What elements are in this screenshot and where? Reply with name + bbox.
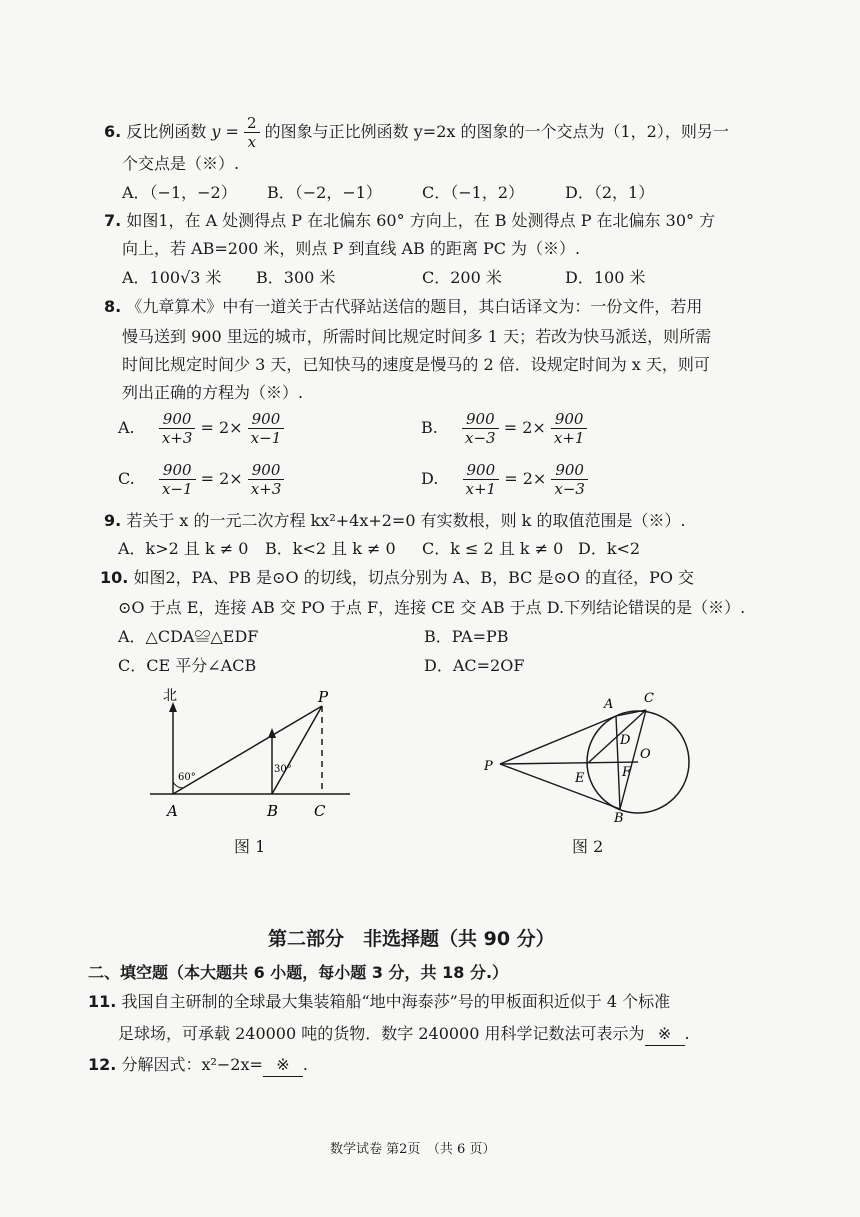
q9-option-b: B．k<2 且 k ≠ 0 (265, 539, 396, 558)
q8-option-d (421, 461, 588, 498)
equals-sign: = 2× (503, 418, 546, 437)
q10-option-c: C．CE 平分∠ACB (118, 656, 257, 675)
q6-fraction (244, 114, 260, 151)
tangent-pb (500, 764, 620, 809)
equals-sign: = 2× (200, 418, 243, 437)
option-label: C. (118, 469, 135, 488)
point-p-label: P (484, 759, 493, 774)
frac-denominator: x+3 (248, 479, 285, 498)
q6-y-eq: y = (211, 122, 239, 141)
q8-option-a (118, 410, 284, 447)
q7-text1: 如图1，在 A 处测得点 P 在北偏东 60° 方向上，在 B 处测得点 P 在北偏东 30° 方 (126, 211, 716, 230)
frac-numerator: 2 (247, 114, 257, 132)
point-o-label: O (640, 747, 651, 762)
q9-text1: 若关于 x 的一元二次方程 kx²+4x+2=0 有实数根，则 k 的取值范围是（※）. (126, 511, 686, 530)
q6-option-c: C．（−1，2） (422, 183, 525, 202)
q12-text: 分解因式：x²−2x= (121, 1055, 263, 1074)
q8-text1: 《九章算术》中有一道关于古代驿站送信的题目，其白话译文为：一份文件，若用 (126, 297, 703, 316)
q8-line2: 慢马送到 900 里远的城市，所需时间比规定时间多 1 天；若改为快马派送，则所需 (122, 327, 712, 346)
frac-denominator: x+1 (551, 428, 588, 447)
q7-option-a: A．100√3 米 (122, 268, 222, 287)
q10-text1: 如图2，PA、PB 是⊙O 的切线，切点分别为 A、B，BC 是⊙O 的直径，PO 交 (133, 568, 695, 587)
q9-line1 (104, 510, 686, 532)
frac-2 (248, 410, 285, 447)
point-p-label: P (318, 688, 329, 706)
frac-2 (551, 410, 588, 447)
point-a-label: A (604, 697, 614, 712)
north-label: 北 (163, 688, 177, 704)
frac-numerator: 900 (251, 410, 281, 428)
point-d-label: D (620, 733, 631, 748)
q10-option-b: B．PA=PB (424, 627, 509, 646)
frac-denominator: x (244, 132, 260, 151)
q8-option-c (118, 461, 284, 498)
frac-denominator: x−3 (551, 479, 588, 498)
option-label: B. (421, 418, 438, 437)
q10-line2: ⊙O 于点 E，连接 AB 交 PO 于点 F，连接 CE 交 AB 于点 D.下列结论错误的是（※）. (118, 598, 746, 617)
equals-sign: = 2× (504, 469, 547, 488)
q7-option-b: B．300 米 (256, 268, 336, 287)
figure-2-diagram (476, 686, 746, 828)
q10-option-a: A．△CDA≌△EDF (118, 627, 259, 646)
equals-sign: = 2× (200, 469, 243, 488)
part-2-title: 第二部分 非选择题（共 90 分） (268, 928, 555, 950)
section-title: 二、填空题（本大题共 6 小题，每小题 3 分，共 18 分.） (88, 963, 509, 982)
frac-denominator: x−3 (462, 428, 499, 447)
q7-line1 (104, 210, 715, 232)
question-number: 6. (104, 122, 122, 141)
question-number: 8. (104, 297, 122, 316)
frac-numerator: 900 (162, 410, 192, 428)
q10-option-d: D．AC=2OF (424, 656, 525, 675)
frac-1 (462, 410, 499, 447)
q6-option-a: A．（−1，−2） (122, 183, 237, 202)
q6-option-b: B．（−2，−1） (267, 183, 382, 202)
q9-option-c: C．k ≤ 2 且 k ≠ 0 (422, 539, 564, 558)
answer-blank: ※ (263, 1054, 303, 1077)
question-number: 7. (104, 211, 122, 230)
page-footer: 数学试卷 第2页 （共 6 页） (330, 1142, 496, 1157)
q11-text2: 足球场，可承载 240000 吨的货物．数字 240000 用科学记数法可表示为 (118, 1024, 645, 1043)
angle-60-label: 60° (178, 772, 196, 783)
question-number: 10. (100, 568, 129, 587)
q8-line1 (104, 296, 702, 318)
q6-line1 (104, 114, 729, 151)
angle-30-label: 30° (274, 764, 292, 775)
question-number: 11. (88, 992, 117, 1011)
figure-2-caption: 图 2 (572, 837, 604, 856)
option-label: D. (421, 469, 439, 488)
frac-numerator: 900 (466, 461, 496, 479)
q9-option-d: D．k<2 (578, 539, 641, 558)
q7-line2: 向上，若 AB=200 米，则点 P 到直线 AB 的距离 PC 为（※）. (122, 239, 581, 258)
point-c-label: C (644, 691, 654, 706)
frac-numerator: 900 (466, 410, 495, 428)
q6-line2: 个交点是（※）. (122, 154, 240, 173)
tangent-pa (500, 716, 616, 764)
point-c-label: C (314, 802, 326, 820)
point-a-label: A (167, 802, 178, 820)
answer-blank: ※ (645, 1023, 685, 1046)
frac-1 (159, 461, 196, 498)
frac-numerator: 900 (554, 410, 584, 428)
q11-line1 (88, 991, 670, 1013)
q8-option-b (421, 410, 587, 447)
frac-numerator: 900 (251, 461, 281, 479)
q6-pre: 反比例函数 (126, 122, 212, 141)
point-e-label: E (575, 771, 585, 786)
frac-numerator: 900 (162, 461, 192, 479)
period: . (302, 1055, 308, 1074)
q10-line1 (100, 567, 694, 589)
point-f-label: F (622, 765, 632, 780)
q8-line3: 时间比规定时间少 3 天，已知快马的速度是慢马的 2 倍．设规定时间为 x 天，则可 (122, 355, 710, 374)
q7-option-d: D．100 米 (565, 268, 646, 287)
q11-text1: 我国自主研制的全球最大集装箱船“地中海泰莎”号的甲板面积近似于 4 个标准 (121, 992, 671, 1011)
frac-denominator: x+3 (159, 428, 196, 447)
frac-2 (248, 461, 285, 498)
point-b-label: B (267, 802, 279, 820)
arrow-head-icon (268, 728, 276, 738)
frac-denominator: x−1 (248, 428, 285, 447)
frac-1 (463, 461, 500, 498)
line-bp (272, 706, 322, 794)
point-b-label: B (614, 811, 624, 826)
q7-option-c: C．200 米 (422, 268, 502, 287)
q11-line2 (118, 1023, 690, 1046)
frac-2 (551, 461, 588, 498)
figure-1-diagram (140, 686, 360, 826)
frac-1 (159, 410, 196, 447)
q12-line1 (88, 1054, 308, 1077)
q8-line4: 列出正确的方程为（※）. (122, 383, 304, 402)
q9-option-a: A．k>2 且 k ≠ 0 (118, 539, 249, 558)
frac-denominator: x+1 (463, 479, 500, 498)
frac-denominator: x−1 (159, 479, 196, 498)
q6-mid: 的图象与正比例函数 y=2x 的图象的一个交点为（1，2），则另一 (264, 122, 729, 141)
question-number: 9. (104, 511, 122, 530)
period: . (684, 1024, 690, 1043)
figure-1-caption: 图 1 (234, 837, 266, 856)
question-number: 12. (88, 1055, 117, 1074)
option-label: A. (118, 418, 135, 437)
frac-numerator: 900 (555, 461, 584, 479)
q6-option-d: D．（2，1） (565, 183, 655, 202)
